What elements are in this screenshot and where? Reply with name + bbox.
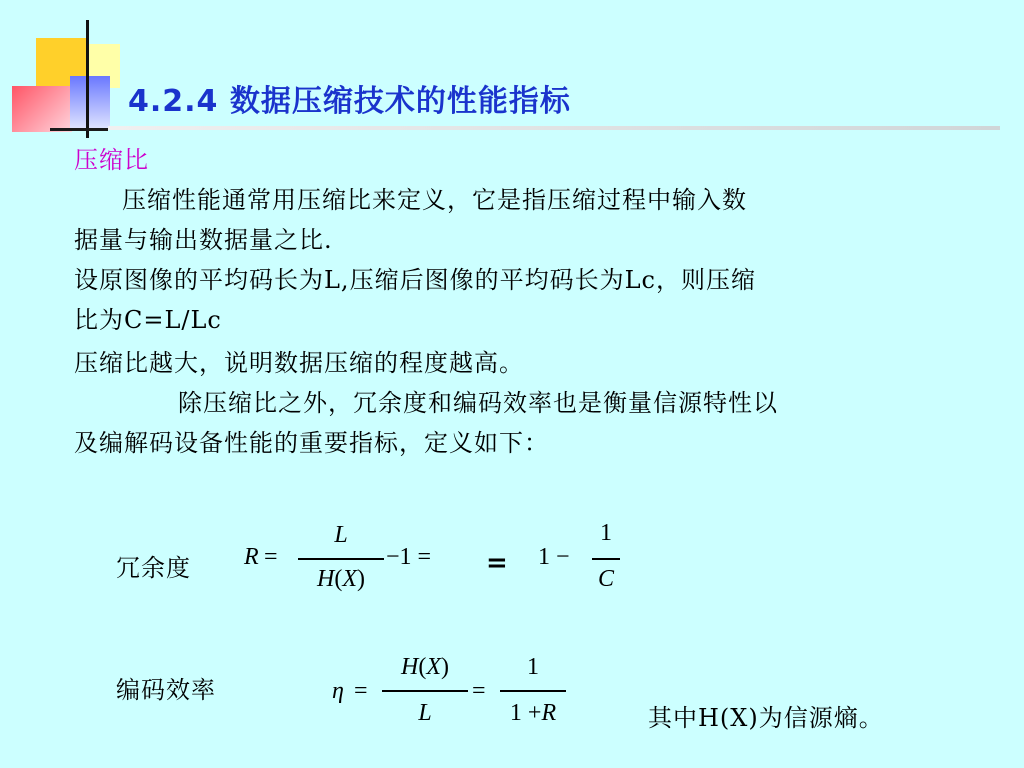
denominator-c: C [597, 566, 614, 592]
logo-vertical-line [86, 20, 89, 138]
fraction-1-over-c [592, 520, 620, 600]
body-line: 比为C=L/Lc [74, 306, 222, 334]
section-subtitle: 压缩比 [74, 146, 149, 174]
equals-sign: = [354, 678, 368, 704]
redundancy-formula [244, 520, 464, 600]
minus-one: −1 = [386, 544, 432, 570]
body-line: 除压缩比之外，冗余度和编码效率也是衡量信源特性以 [178, 389, 778, 417]
equals-sign: = [264, 544, 278, 570]
denominator-1-plus-r: 1 +R [509, 700, 557, 726]
denominator-l: L [418, 700, 432, 726]
title-underline [108, 126, 1000, 130]
fraction-bar [500, 690, 566, 692]
redundancy-label: 冗余度 [116, 554, 191, 582]
fraction-l-over-hx [298, 520, 384, 600]
fraction-bar [592, 558, 620, 560]
fraction-1-over-1pr [500, 652, 566, 732]
body-line: 据量与输出数据量之比. [74, 226, 333, 254]
denominator-hx: H(X) [316, 566, 365, 592]
entropy-note: 其中H(X)为信源熵。 [648, 704, 884, 732]
logo-blue-square [70, 76, 110, 128]
body-line: 压缩比越大，说明数据压缩的程度越高。 [74, 349, 524, 377]
one-minus-inverse-c [538, 520, 628, 600]
body-line: 压缩性能通常用压缩比来定义，它是指压缩过程中输入数 [122, 186, 747, 214]
equals-sign: = [472, 678, 486, 704]
fraction-bar [298, 558, 384, 560]
r-variable: R [244, 544, 259, 570]
numerator-one: 1 [527, 654, 539, 680]
logo-red-square [12, 86, 72, 132]
fraction-bar [382, 690, 468, 692]
numerator-hx: H(X) [400, 654, 449, 680]
efficiency-label: 编码效率 [116, 676, 216, 704]
slide-title: 4.2.4 数据压缩技术的性能指标 [128, 84, 571, 119]
body-line: 及编解码设备性能的重要指标，定义如下： [74, 429, 549, 457]
title-underline-dark [50, 128, 108, 131]
fraction-hx-over-l [382, 652, 468, 732]
numerator-one: 1 [600, 520, 612, 546]
body-line: 设原图像的平均码长为L,压缩后图像的平均码长为Lc，则压缩 [74, 266, 756, 294]
big-equals-sign: = [486, 548, 508, 578]
efficiency-formula [332, 652, 572, 732]
eta-symbol: η [332, 678, 344, 704]
numerator-l: L [334, 522, 348, 548]
one-minus: 1 − [538, 544, 570, 570]
